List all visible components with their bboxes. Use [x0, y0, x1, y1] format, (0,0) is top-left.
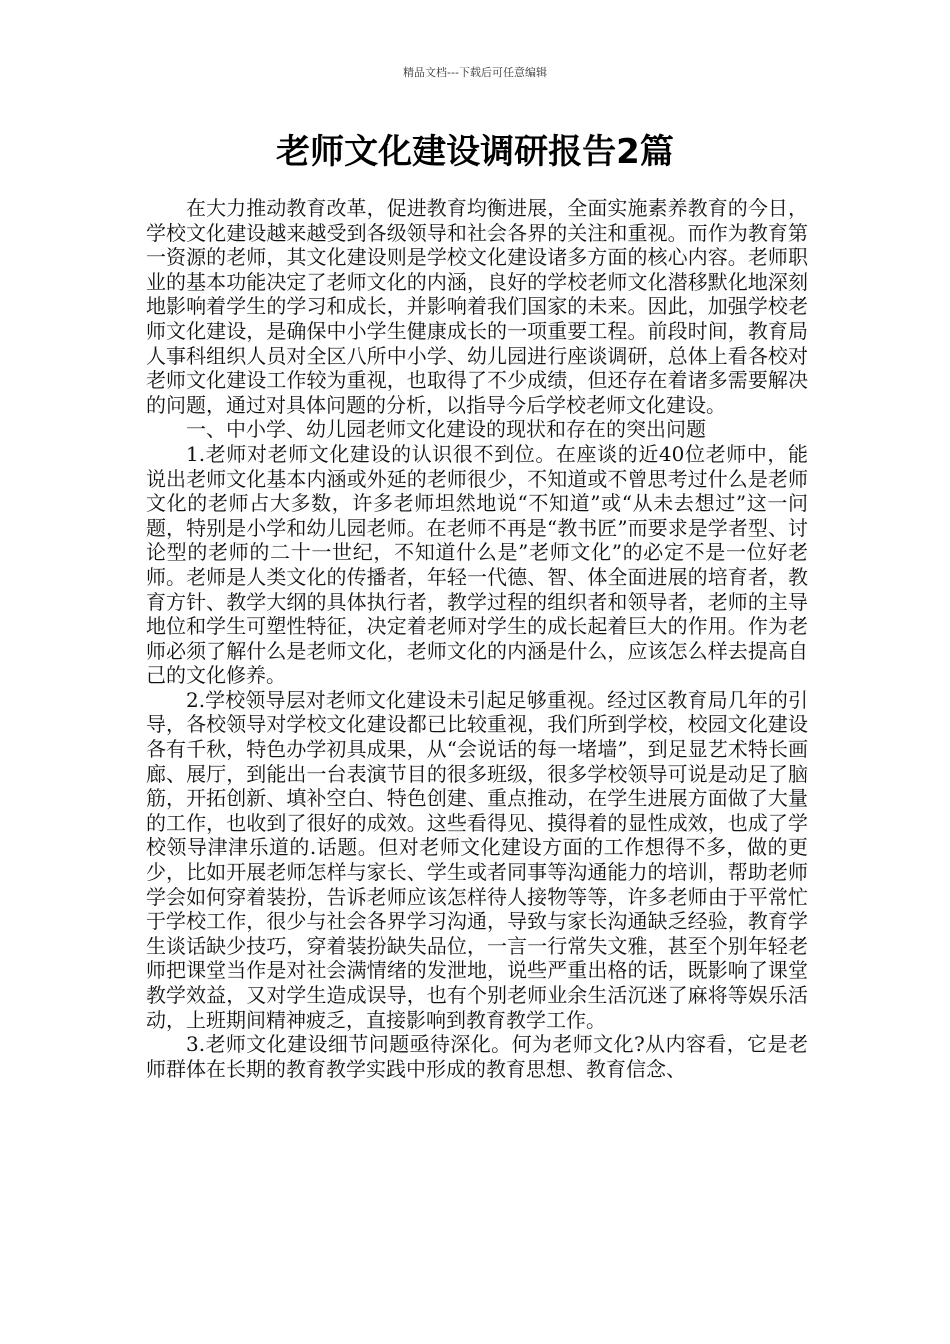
document-body: [146, 196, 808, 1081]
paragraph-point-2: 2.学校领导层对老师文化建设未引起足够重视。经过区教育局几年的引导，各校领导对学校文化建设都已比较重视，我们所到学校，校园文化建设各有千秋，特色办学初具成果，从“会说话的每一堵墙”，到足显艺术特长画廊、展厅，到能出一台表演节目的很多班级，很多学校领导可说是动足了脑筋，开拓创新、填补空白、特色创建、重点推动，在学生进展方面做了大量的工作，也收到了很好的成效。这些看得见、摸得着的显性成效，也成了学校领导津津乐道的.话题。但对老师文化建设方面的工作想得不多，做的更少，比如开展老师怎样与家长、学生或者同事等沟通能力的培训，帮助老师学会如何穿着装扮，告诉老师应该怎样待人接物等等，许多老师由于平常忙于学校工作，很少与社会各界学习沟通，导致与家长沟通缺乏经验，教育学生谈话缺少技巧，穿着装扮缺失品位，一言一行常失文雅，甚至个别年轻老师把课堂当作是对社会满情绪的发泄地，说些严重出格的话，既影响了课堂教学效益，又对学生造成误导，也有个别老师业余生活沉迷了麻将等娱乐活动，上班期间精神疲乏，直接影响到教育教学工作。: [146, 687, 808, 1032]
document-title: 老师文化建设调研报告2篇: [276, 132, 674, 172]
paragraph-intro: 在大力推动教育改革，促进教育均衡进展，全面实施素养教育的今日，学校文化建设越来越受到各级领导和社会各界的关注和重视。而作为教育第一资源的老师，其文化建设则是学校文化建设诸多方面的核心内容。老师职业的基本功能决定了老师文化的内涵，良好的学校老师文化潜移默化地深刻地影响着学生的学习和成长，并影响着我们国家的未来。因此，加强学校老师文化建设，是确保中小学生健康成长的一项重要工程。前段时间，教育局人事科组织人员对全区八所中小学、幼儿园进行座谈调研，总体上看各校对老师文化建设工作较为重视，也取得了不少成绩，但还存在着诸多需要解决的问题，通过对具体问题的分析，以指导今后学校老师文化建设。: [146, 196, 808, 417]
page-header: 精品文档---下载后可任意编辑: [403, 66, 547, 79]
paragraph-point-3: 3.老师文化建设细节问题亟待深化。何为老师文化?从内容看，它是老师群体在长期的教育教学实践中形成的教育思想、教育信念、: [146, 1032, 808, 1081]
paragraph-section-heading: 一、中小学、幼儿园老师文化建设的现状和存在的突出问题: [186, 417, 706, 442]
paragraph-point-1: 1.老师对老师文化建设的认识很不到位。在座谈的近40位老师中，能说出老师文化基本内涵或外延的老师很少，不知道或不曾思考过什么是老师文化的老师占大多数，许多老师坦然地说“不知道”或“从未去想过”这一问题，特别是小学和幼儿园老师。在老师不再是“教书匠”而要求是学者型、讨论型的老师的二十一世纪，不知道什么是”老师文化”的必定不是一位好老师。老师是人类文化的传播者，年轻一代德、智、体全面进展的培育者，教育方针、教学大纲的具体执行者，教学过程的组织者和领导者，老师的主导地位和学生可塑性特征，决定着老师对学生的成长起着巨大的作用。作为老师必须了解什么是老师文化，老师文化的内涵是什么，应该怎么样去提高自己的文化修养。: [146, 441, 808, 688]
